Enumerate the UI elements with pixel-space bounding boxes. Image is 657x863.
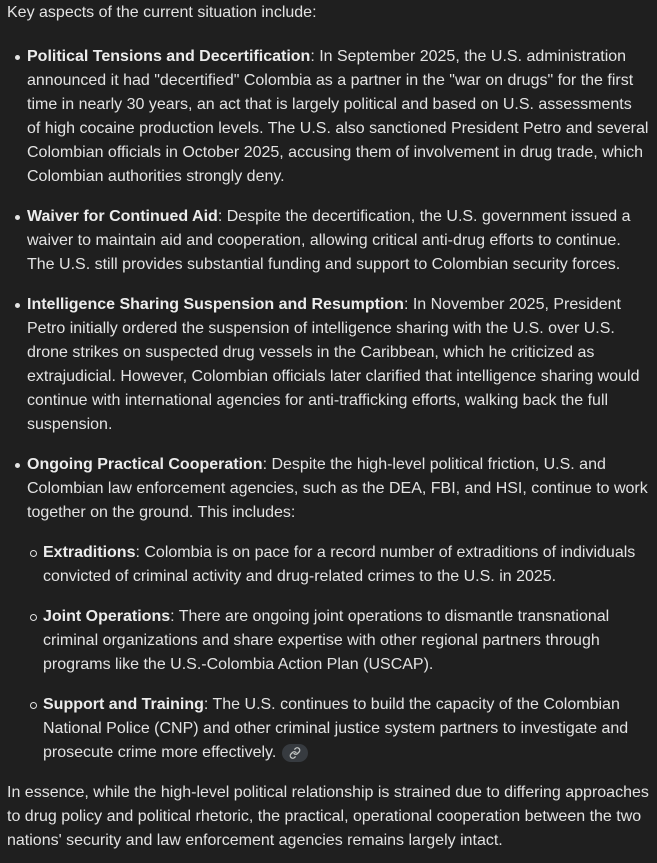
list-item-title: Waiver for Continued Aid xyxy=(27,208,218,225)
sublist-item-text: : Colombia is on pace for a record number of extraditions of individuals convicted of criminal activity and drug-related crimes to the U.S. in 2025. xyxy=(43,544,636,585)
sublist-item-extraditions xyxy=(43,541,649,589)
list-item-practical-cooperation xyxy=(27,453,649,765)
list-item-intelligence-sharing xyxy=(27,293,649,437)
intro-text: Key aspects of the current situation include: xyxy=(7,4,317,21)
closing-paragraph: In essence, while the high-level political relationship is strained due to differing approaches to drug policy and political rhetoric, the practical, operational cooperation between the two nations' security and law enforcement agencies remains largely intact. xyxy=(7,784,649,849)
sublist-item-text: : The U.S. continues to build the capacity of the Colombian National Police (CNP) and other criminal justice system partners to investigate and prosecute crime more effectively. xyxy=(43,696,629,761)
list-item-title: Ongoing Practical Cooperation xyxy=(27,456,263,473)
sublist-item-support-training xyxy=(43,693,649,765)
key-aspects-list xyxy=(7,45,649,765)
list-item-text: : Despite the high-level political friction, U.S. and Colombian law enforcement agencies, such as the DEA, FBI, and HSI, continue to work together on the ground. This includes: xyxy=(27,456,648,521)
list-item-text: : Despite the decertification, the U.S. government issued a waiver to maintain aid and cooperation, allowing critical anti-drug efforts to continue. The U.S. still provides substantial funding and support to Colombian security forces. xyxy=(27,208,631,273)
sublist-item-text: : There are ongoing joint operations to dismantle transnational criminal organizations and share expertise with other regional partners through programs like the U.S.-Colombia Action Plan (USCAP). xyxy=(43,608,610,673)
sublist-item-title: Extraditions xyxy=(43,544,136,561)
sublist-item-title: Joint Operations xyxy=(43,608,171,625)
list-item-text: : In September 2025, the U.S. administration announced it had "decertified" Colombia as a partner in the "war on drugs" for the first time in nearly 30 years, an act that is largely political and based on U.S. assessments of high cocaine production levels. The U.S. also sanctioned President Petro and several Colombian officials in October 2025, accusing them of involvement in drug trade, which Colombian authorities strongly deny. xyxy=(27,48,649,185)
source-link-button[interactable] xyxy=(282,744,308,762)
list-item-title: Intelligence Sharing Suspension and Resumption xyxy=(27,296,404,313)
cooperation-sublist xyxy=(27,541,649,765)
list-item-title: Political Tensions and Decertification xyxy=(27,48,311,65)
list-item-waiver xyxy=(27,205,649,277)
sublist-item-title: Support and Training xyxy=(43,696,204,713)
list-item-text: : In November 2025, President Petro initially ordered the suspension of intelligence sharing with the U.S. over U.S. drone strikes on suspected drug vessels in the Caribbean, which he criticized as extrajudicial. However, Colombian officials later clarified that intelligence sharing would continue with international agencies for anti-trafficking efforts, walking back the full suspension. xyxy=(27,296,640,433)
link-icon xyxy=(289,747,301,759)
sublist-item-joint-operations xyxy=(43,605,649,677)
list-item-political-tensions xyxy=(27,45,649,189)
